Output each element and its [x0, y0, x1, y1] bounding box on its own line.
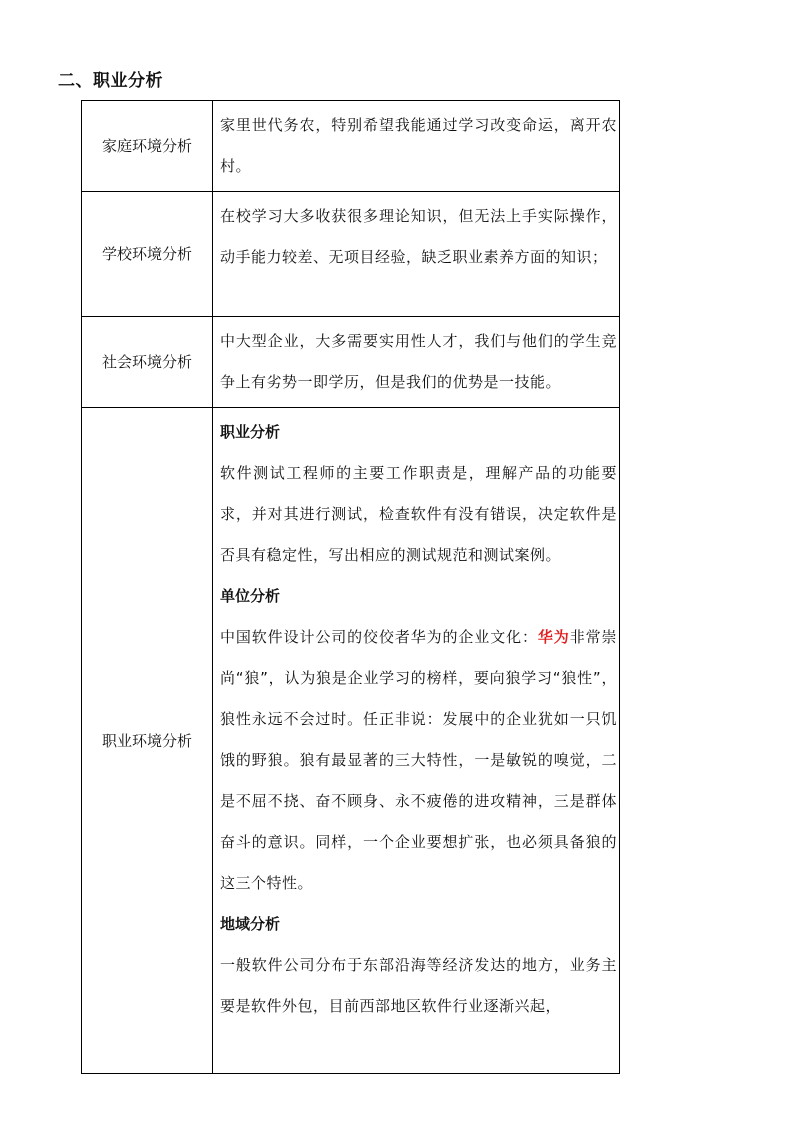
- table-row: [82, 192, 620, 317]
- section-heading: 二、职业分析: [58, 71, 163, 91]
- unit-text-before: 中国软件设计公司的佼佼者华为的企业文化：: [220, 628, 538, 646]
- school-text: 在校学习大多收获很多理论知识，但无法上手实际操作，动手能力较差、无项目经验，缺乏职业素养方面的知识；: [220, 207, 617, 266]
- row-label-family: 家庭环境分析: [82, 101, 213, 192]
- row-label-career: 职业环境分析: [82, 408, 213, 1074]
- row-content-career: [213, 408, 620, 1074]
- career-analysis-table: [81, 100, 620, 1074]
- row-content-family: [213, 101, 620, 192]
- region-analysis-title: 地域分析: [220, 915, 281, 933]
- huawei-highlight: 华为: [537, 628, 570, 646]
- row-content-social: [213, 317, 620, 408]
- family-text: 家里世代务农，特别希望我能通过学习改变命运，离开农村。: [220, 116, 617, 175]
- unit-analysis-title: 单位分析: [220, 587, 281, 605]
- table-row: [82, 317, 620, 408]
- job-analysis-text: 软件测试工程师的主要工作职责是，理解产品的功能要求，并对其进行测试，检查软件有没有错误，决定软件是否具有稳定性，写出相应的测试规范和测试案例。: [220, 464, 617, 564]
- unit-analysis-text: [220, 617, 617, 904]
- row-label-school: 学校环境分析: [82, 192, 213, 317]
- table-row: [82, 101, 620, 192]
- region-analysis-text: 一般软件公司分布于东部沿海等经济发达的地方，业务主要是软件外包，目前西部地区软件行业逐渐兴起，: [220, 956, 617, 1015]
- row-label-social: 社会环境分析: [82, 317, 213, 408]
- social-text: 中大型企业，大多需要实用性人才，我们与他们的学生竞争上有劣势一即学历，但是我们的优势是一技能。: [220, 332, 617, 391]
- job-analysis-title: 职业分析: [220, 423, 281, 441]
- table-row: [82, 408, 620, 1074]
- unit-text-after: 非常崇尚“狼”，认为狼是企业学习的榜样，要向狼学习“狼性”，狼性永远不会过时。任正非说：发展中的企业犹如一只饥饿的野狼。狼有最显著的三大特性，一是敏锐的嗅觉，二是不屈不挠、奋不顾身、永不疲倦的进攻精神，三是群体奋斗的意识。同样，一个企业要想扩张，也必须具备狼的这三个特性。: [220, 628, 617, 892]
- row-content-school: [213, 192, 620, 317]
